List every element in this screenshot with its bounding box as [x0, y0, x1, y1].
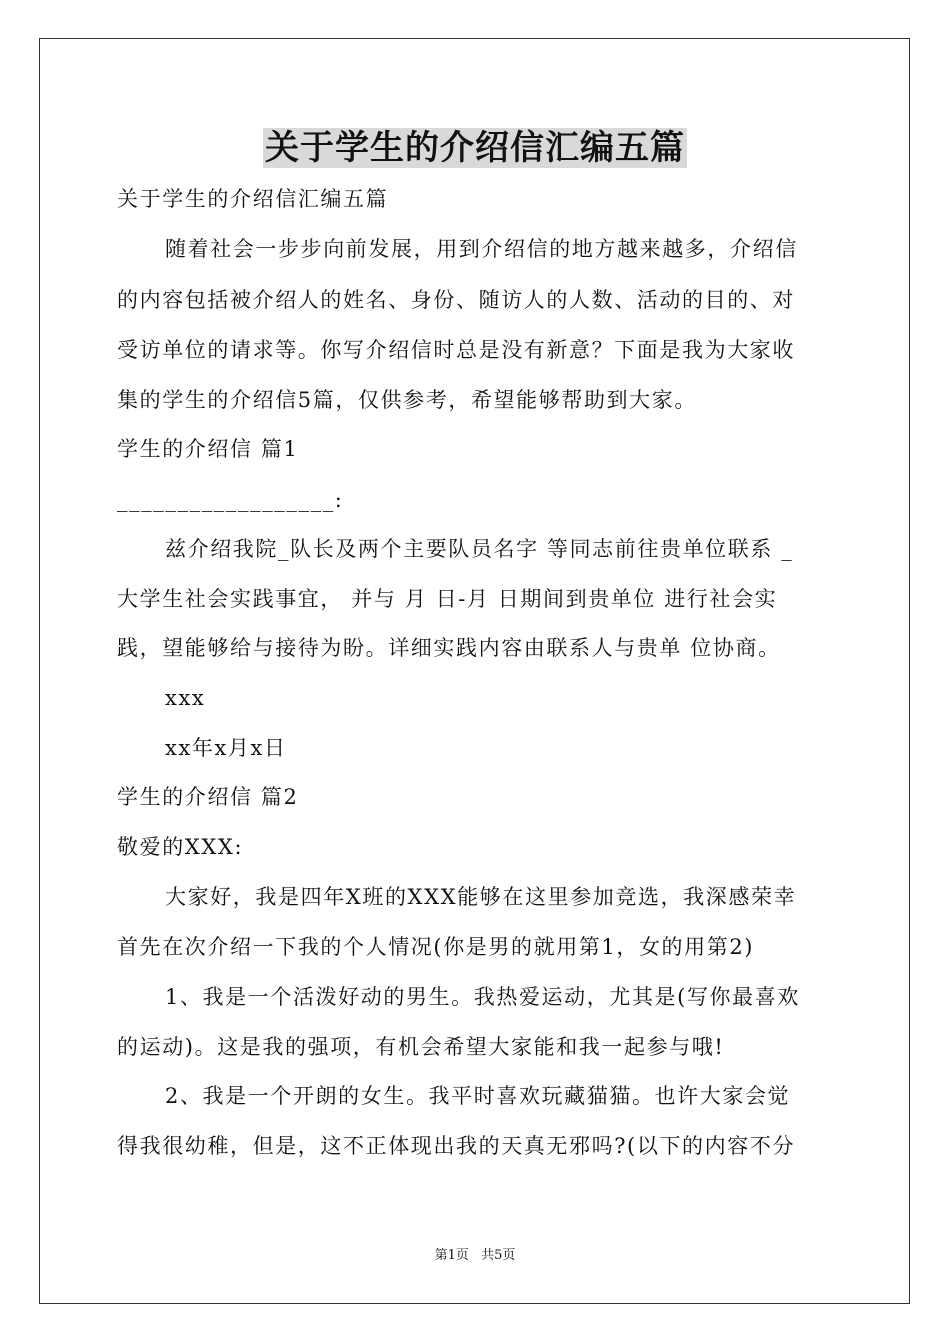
paragraph-line: 受访单位的请求等。你写介绍信时总是没有新意？下面是我为大家收	[117, 338, 795, 362]
paragraph-line: 兹介绍我院_队长及两个主要队员名字 等同志前往贵单位联系 _	[165, 537, 794, 561]
recipient-blank-line: __________________:	[117, 488, 344, 512]
paragraph-line: 大学生社会实践事宜， 并与 月 日-月 日期间到贵单位 进行社会实	[117, 587, 778, 611]
date-line: xx年x月x日	[165, 736, 287, 760]
paragraph-line: 的内容包括被介绍人的姓名、身份、随访人的人数、活动的目的、对	[117, 288, 795, 312]
page-footer	[0, 1247, 950, 1265]
page-number: 第1页	[434, 1248, 469, 1263]
signature-line: xxx	[165, 686, 206, 710]
section-heading-1: 学生的介绍信 篇1	[117, 437, 299, 461]
paragraph-line: 集的学生的介绍信5篇，仅供参考，希望能够帮助到大家。	[117, 388, 697, 412]
paragraph-line: 首先在次介绍一下我的个人情况(你是男的就用第1，女的用第2)	[117, 935, 755, 959]
paragraph-line: 随着社会一步步向前发展，用到介绍信的地方越来越多，介绍信	[165, 237, 798, 261]
title-container	[0, 128, 950, 168]
page-total: 共5页	[481, 1248, 516, 1263]
paragraph-line: 大家好，我是四年X班的XXX能够在这里参加竞选，我深感荣幸	[165, 885, 797, 909]
page-border	[39, 38, 910, 1304]
paragraph-line: 的运动)。这是我的强项，有机会希望大家能和我一起参与哦!	[117, 1035, 725, 1059]
subtitle-line: 关于学生的介绍信汇编五篇	[117, 187, 389, 211]
paragraph-line: 践，望能够给与接待为盼。详细实践内容由联系人与贵单 位协商。	[117, 636, 781, 660]
paragraph-line: 2、我是一个开朗的女生。我平时喜欢玩藏猫猫。也许大家会觉	[165, 1084, 791, 1108]
paragraph-line: 1、我是一个活泼好动的男生。我热爱运动，尤其是(写你最喜欢	[165, 985, 800, 1009]
document-title: 关于学生的介绍信汇编五篇	[265, 128, 685, 168]
paragraph-line: 得我很幼稚，但是，这不正体现出我的天真无邪吗?(以下的内容不分	[117, 1134, 796, 1158]
section-heading-2: 学生的介绍信 篇2	[117, 785, 299, 809]
salutation-line: 敬爱的XXX:	[117, 835, 244, 859]
